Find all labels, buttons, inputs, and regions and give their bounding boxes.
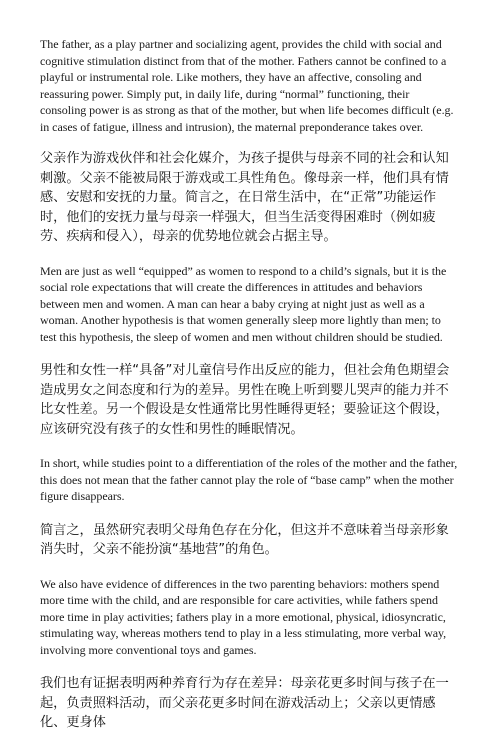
paragraph-zh-4: 我们也有证据表明两种养育行为存在差异：母亲花更多时间与孩子在一起，负责照料活动，而父亲花更多时间在游戏活动上；父亲以更情感化、更身体	[40, 676, 449, 730]
paragraph-en-4: We also have evidence of differences in the two parenting behaviors: mothers spend more time with the child, and are responsible for care activities, while fathers spend more time in play activities; fathers play in a more emotional, physical, idiosyncratic, stimulating way, whereas mothers tend to play in a less stimulating, more verbal way, involving more conventional toys and games.	[40, 576, 447, 657]
paragraph-zh-3: 简言之，虽然研究表明父母角色存在分化，但这并不意味着当母亲形象消失时，父亲不能扮演“基地营”的角色。	[40, 522, 449, 557]
paragraph-zh-2: 男性和女性一样“具备”对儿童信号作出反应的能力，但社会角色期望会造成男女之间态度和行为的差异。男性在晚上听到婴儿哭声的能力并不比女性差。另一个假设是女性通常比男性睡得更轻；要验证这个假设，应该研究没有孩子的女性和男性的睡眠情况。	[40, 363, 450, 437]
paragraph-en-3: In short, while studies point to a differentiation of the roles of the mother and the father, this does not mean that the father cannot play the role of “base camp” when the mother figure disappears.	[40, 456, 458, 503]
paragraph-en-1: The father, as a play partner and socializing agent, provides the child with social and cognitive stimulation distinct from that of the mother. Fathers cannot be confined to a playful or instrumental role. Like mothers, they have an affective, consoling and reassuring power. Simply put, in daily life, during “normal” functioning, their consoling power is as strong as that of the mother, but when life becomes difficult (e.g. in cases of fatigue, illness and intrusion), the maternal preponderance takes over.	[40, 37, 454, 134]
paragraph-zh-1: 父亲作为游戏伙伴和社会化媒介，为孩子提供与母亲不同的社会和认知刺激。父亲不能被局限于游戏或工具性角色。像母亲一样，他们具有情感、安慰和安抚的力量。简言之，在日常生活中，在“正常”功能运作时，他们的安抚力量与母亲一样强大，但当生活变得困难时（例如疲劳、疾病和侵入），母亲的优势地位就会占据主导。	[40, 151, 449, 244]
document-body	[40, 36, 458, 749]
paragraph-en-2: Men are just as well “equipped” as women to respond to a child’s signals, but it is the social role expectations that will create the differences in attitudes and behaviors between men and women. A man can hear a baby crying at night just as well as a woman. Another hypothesis is that women generally sleep more lightly than men; to test this hypothesis, the sleep of women and men without children should be studied.	[40, 263, 447, 344]
